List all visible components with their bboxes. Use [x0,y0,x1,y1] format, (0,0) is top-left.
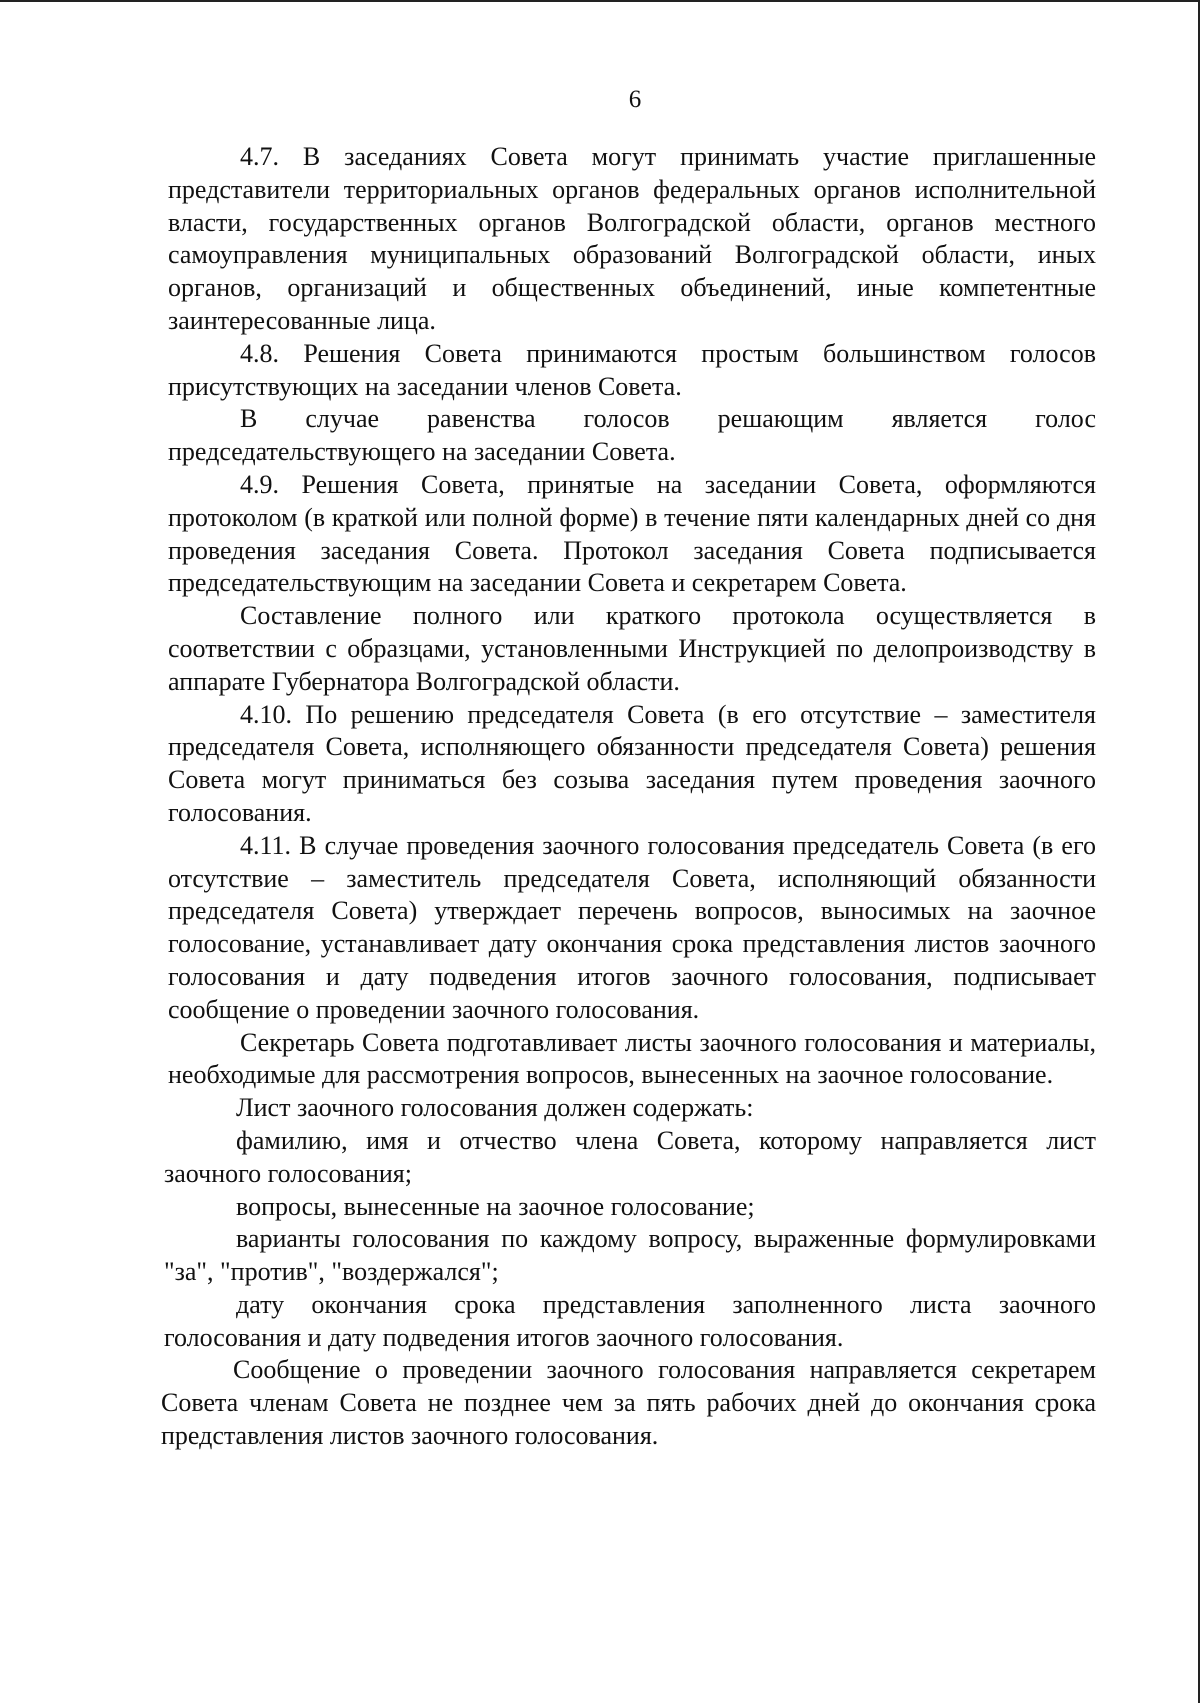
paragraph-notice-sending: Сообщение о проведении заочного голосования направляется секретарем Совета членам Совета не позднее чем за пять рабочих дней до окончания срока представления листов заочного голосования. [161,1355,1096,1451]
paragraph-4-7: 4.7. В заседаниях Совета могут принимать участие приглашенные представители территориальных органов федеральных органов исполнительной власти, государственных органов Волгоградской области, органов местного самоуправления муниципальных образований Волгоградской области, иных органов, организаций и общественных объединений, иные компетентные заинтересованные лица. [168,142,1096,335]
paragraph-4-10: 4.10. По решению председателя Совета (в его отсутствие – заместителя председателя Совета, исполняющего обязанности председателя Совета) решения Совета могут приниматься без созыва заседания путем проведения заочного голосования. [168,699,1096,827]
paragraph-protocol-drafting: Составление полного или краткого протокола осуществляется в соответствии с образцами, установленными Инструкцией по делопроизводству в аппарате Губернатора Волгоградской области. [168,601,1096,696]
list-item-deadline-dates: дату окончания срока представления заполненного листа заочного голосования и дату подведения итогов заочного голосования. [164,1289,1096,1352]
paragraph-4-11: 4.11. В случае проведения заочного голосования председатель Совета (в его отсутствие – заместитель председателя Совета, исполняющий обязанности председателя Совета) утверждает перечень вопросов, выносимых на заочное голосование, устанавливает дату окончания срока представления листов заочного голосования и дату подведения итогов заочного голосования, подписывает сообщение о проведении заочного голосования. [168,830,1096,1024]
paragraph-tie-vote: В случае равенства голосов решающим является голос председательствующего на заседании Совета. [168,404,1096,467]
page-number: 6 [628,86,642,113]
paragraph-sheet-contents: Лист заочного голосования должен содержать: [236,1093,754,1123]
paragraph-secretary-prepares: Секретарь Совета подготавливает листы заочного голосования и материалы, необходимые для рассмотрения вопросов, вынесенных на заочное голосование. [168,1027,1096,1090]
paragraph-4-9: 4.9. Решения Совета, принятые на заседании Совета, оформляются протоколом (в краткой или полной форме) в течение пяти календарных дней со дня проведения заседания Совета. Протокол заседания Совета подписывается председательствующим на заседании Совета и секретарем Совета. [168,469,1096,598]
list-item-voting-options: варианты голосования по каждому вопросу, выраженные формулировками "за", "против", "воздержался"; [164,1224,1096,1287]
list-item-member-name: фамилию, имя и отчество члена Совета, которому направляется лист заочного голосования; [164,1125,1096,1188]
paragraph-4-8: 4.8. Решения Совета принимаются простым большинством голосов присутствующих на заседании членов Совета. [168,338,1096,401]
list-item-questions: вопросы, вынесенные на заочное голосование; [236,1191,755,1221]
document-body [161,141,1096,1453]
